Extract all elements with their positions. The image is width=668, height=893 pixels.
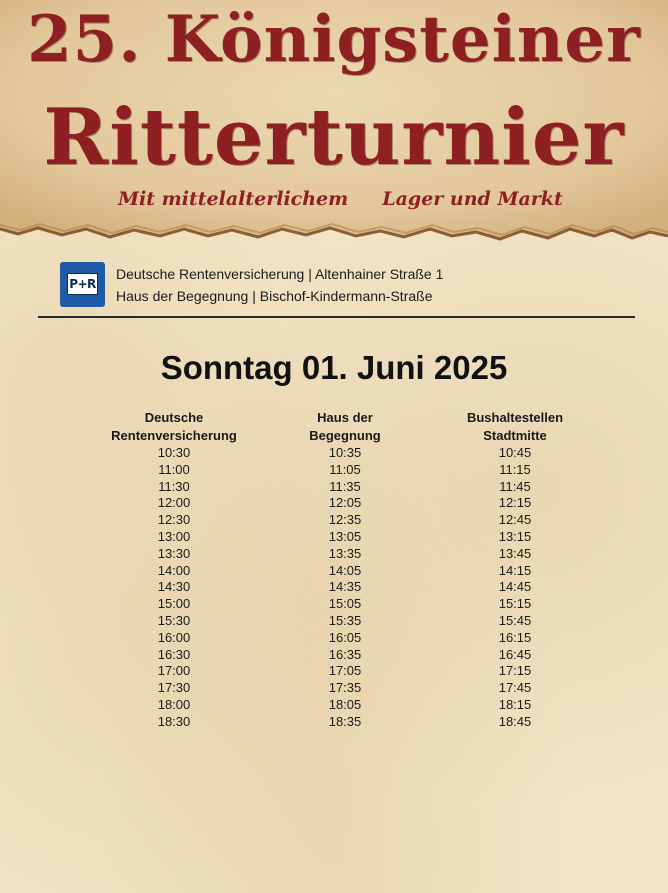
departure-time: 11:30 [158, 478, 190, 494]
departure-time: 12:35 [328, 512, 362, 528]
departure-time: 12:45 [498, 512, 532, 528]
departure-time: 13:45 [498, 545, 532, 561]
subtitle-part-2: Lager und Markt [382, 188, 563, 210]
departure-time: 16:00 [157, 629, 191, 645]
time-list [84, 445, 264, 731]
column-header-line-1: Haus der [317, 410, 373, 425]
departure-time: 18:05 [328, 696, 362, 712]
column-header [425, 409, 605, 445]
departure-time: 16:35 [328, 646, 362, 662]
departure-time: 15:30 [157, 612, 191, 628]
column-header-line-1: Deutsche [144, 410, 204, 425]
departure-time: 16:15 [498, 629, 532, 645]
column-header [255, 409, 435, 445]
subtitle-part-1: Mit mittelalterlichem [118, 188, 349, 210]
column-header-line-2: Stadtmitte [483, 428, 547, 443]
park-and-ride-icon [60, 262, 105, 307]
time-list [425, 445, 605, 731]
departure-time: 17:30 [157, 680, 191, 696]
departure-time: 14:00 [157, 562, 191, 578]
departure-time: 17:45 [498, 680, 532, 696]
departure-time: 18:00 [157, 696, 191, 712]
departure-time: 18:30 [157, 713, 191, 729]
parking-location-2: Haus der Begegnung | Bischof-Kindermann-Straße [116, 288, 433, 304]
schedule-column-rentenversicherung [84, 409, 264, 731]
departure-time: 11:45 [499, 478, 531, 494]
departure-time: 18:45 [498, 713, 532, 729]
day-heading: Sonntag 01. Juni 2025 [160, 349, 508, 386]
departure-time: 14:35 [328, 579, 362, 595]
departure-time: 17:05 [328, 663, 362, 679]
departure-time: 13:00 [157, 528, 191, 544]
title-line-1: 25. Königsteiner [27, 2, 641, 77]
schedule-column-haus-der-begegnung [255, 409, 435, 731]
departure-time: 11:00 [158, 461, 190, 477]
departure-time: 12:00 [157, 495, 191, 511]
departure-time: 14:45 [498, 579, 532, 595]
column-header-line-2: Rentenversicherung [111, 428, 237, 443]
departure-time: 15:35 [328, 612, 362, 628]
column-header-line-2: Begegnung [309, 428, 381, 443]
departure-time: 15:05 [328, 596, 362, 612]
parking-location-1: Deutsche Rentenversicherung | Altenhainer Straße 1 [116, 266, 444, 282]
departure-time: 15:00 [157, 596, 191, 612]
departure-time: 17:35 [328, 680, 362, 696]
departure-time: 10:35 [328, 445, 362, 460]
departure-time: 16:45 [498, 646, 532, 662]
departure-time: 16:30 [157, 646, 191, 662]
departure-time: 10:30 [157, 445, 191, 460]
column-header [84, 409, 264, 445]
departure-time: 14:15 [498, 562, 532, 578]
header-banner [0, 0, 668, 250]
departure-time: 15:15 [498, 596, 532, 612]
departure-time: 16:05 [328, 629, 362, 645]
departure-time: 10:45 [498, 445, 532, 460]
departure-time: 12:30 [157, 512, 191, 528]
subtitle [118, 188, 638, 210]
departure-time: 17:15 [498, 663, 532, 679]
divider-line [38, 316, 635, 318]
departure-time: 14:30 [157, 579, 191, 595]
departure-time: 11:05 [329, 461, 361, 477]
departure-time: 18:15 [498, 696, 532, 712]
departure-time: 12:15 [498, 495, 532, 511]
schedule-column-stadtmitte [425, 409, 605, 731]
departure-time: 14:05 [328, 562, 362, 578]
time-list [255, 445, 435, 731]
departure-time: 13:05 [328, 528, 362, 544]
title-line-2: Ritterturnier [43, 92, 625, 183]
departure-time: 13:30 [157, 545, 191, 561]
park-and-ride-label: P+R [67, 273, 98, 295]
departure-time: 13:15 [498, 528, 532, 544]
departure-time: 15:45 [498, 612, 532, 628]
departure-time: 17:00 [157, 663, 191, 679]
departure-time: 13:35 [328, 545, 362, 561]
departure-time: 18:35 [328, 713, 362, 729]
departure-time: 11:35 [329, 478, 361, 494]
column-header-line-1: Bushaltestellen [466, 410, 564, 425]
departure-time: 12:05 [328, 495, 362, 511]
departure-time: 11:15 [499, 461, 531, 477]
